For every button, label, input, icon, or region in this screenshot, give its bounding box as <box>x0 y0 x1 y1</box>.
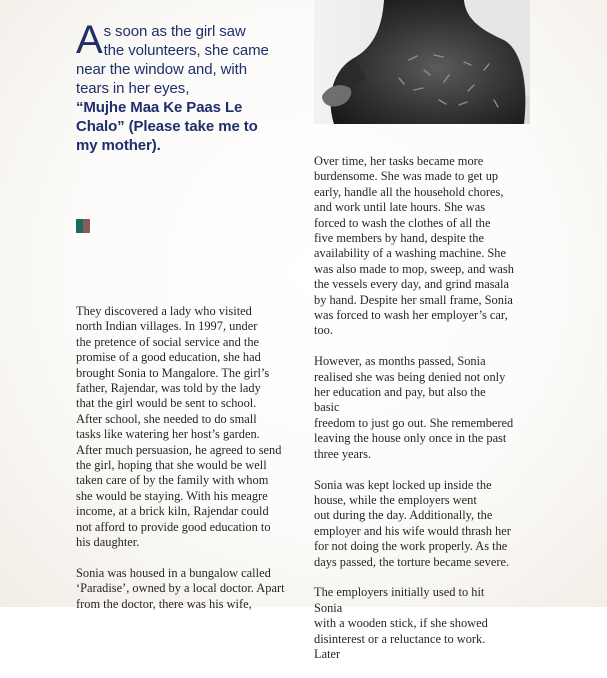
body-paragraph <box>314 154 514 339</box>
pull-quote-bold-line: Chalo” (Please take me to <box>76 118 258 135</box>
pull-quote-bold-line: “Mujhe Maa Ke Paas Le <box>76 99 243 116</box>
body-line: five members by hand, despite the <box>314 231 484 246</box>
pull-quote-line: near the window and, with <box>76 61 247 78</box>
left-body-column <box>76 304 306 628</box>
body-line: was also made to mop, sweep, and wash <box>314 261 514 276</box>
body-paragraph <box>76 304 306 551</box>
body-line: with a wooden stick, if she showed <box>314 616 488 631</box>
right-body-column <box>314 154 514 678</box>
pull-quote-line: tears in her eyes, <box>76 80 190 97</box>
body-line: the vessels every day, and grind masala <box>314 277 509 292</box>
body-line: ‘Paradise’, owned by a local doctor. Apart <box>76 581 285 596</box>
body-line: promise of a good education, she had <box>76 350 261 365</box>
body-line: from the doctor, there was his wife, <box>76 596 252 611</box>
pull-quote-bold-line: my mother). <box>76 137 161 154</box>
body-line: was forced to wash her employer’s car, <box>314 308 508 323</box>
marker-teal-block <box>76 219 83 233</box>
body-line: Sonia was housed in a bungalow called <box>76 565 271 580</box>
body-line: her education and pay, but also the basic <box>314 385 486 415</box>
body-line: early, handle all the household chores, <box>314 184 504 199</box>
body-line: availability of a washing machine. She <box>314 246 507 261</box>
body-line: After school, she needed to do small <box>76 411 257 426</box>
pull-quote-highlight <box>76 98 276 155</box>
pull-quote-line: the volunteers, she came <box>103 42 269 59</box>
scarred-back-photo <box>314 0 530 124</box>
body-line: north Indian villages. In 1997, under <box>76 319 258 334</box>
body-line: realised she was being denied not only <box>314 369 506 384</box>
body-line: After much persuasion, he agreed to send <box>76 442 282 457</box>
body-line: leaving the house only once in the past <box>314 431 507 446</box>
body-line: out during the day. Additionally, the <box>314 508 493 523</box>
body-line: forced to wash the clothes of all the <box>314 215 491 230</box>
body-paragraph <box>314 585 514 662</box>
pull-quote <box>76 18 276 155</box>
pull-quote-line: s soon as the girl saw <box>103 23 246 40</box>
body-paragraph <box>76 566 306 612</box>
body-line: They discovered a lady who visited <box>76 304 252 318</box>
body-line: days passed, the torture became severe. <box>314 554 510 569</box>
body-line: and work until late hours. She was <box>314 200 486 215</box>
body-line: burdensome. She was made to get up <box>314 169 499 184</box>
body-line: the pretence of social service and the <box>76 334 260 349</box>
body-line: tasks like watering her host’s garden. <box>76 427 260 442</box>
body-line: Sonia was kept locked up inside the <box>314 477 492 492</box>
body-paragraph <box>314 478 514 570</box>
body-line: she would be staying. With his meagre <box>76 488 268 503</box>
body-line: father, Rajendar, was told by the lady <box>76 381 261 396</box>
body-line: However, as months passed, Sonia <box>314 354 486 369</box>
body-line: brought Sonia to Mangalore. The girl’s <box>76 365 270 380</box>
body-line: The employers initially used to hit Sonia <box>314 585 485 615</box>
body-line: by hand. Despite her small frame, Sonia <box>314 292 513 307</box>
section-marker <box>76 219 90 233</box>
body-line: too. <box>314 323 333 338</box>
body-line: house, while the employers went <box>314 492 477 507</box>
body-line: freedom to just go out. She remembered <box>314 415 514 430</box>
body-line: that the girl would be sent to school. <box>76 396 257 411</box>
photo-illustration <box>314 0 530 124</box>
body-line: Over time, her tasks became more <box>314 154 484 168</box>
marker-mauve-block <box>83 219 90 233</box>
body-line: not afford to provide good education to <box>76 519 271 534</box>
body-line: the girl, hoping that she would be well <box>76 458 267 473</box>
body-line: for not doing the work properly. As the <box>314 539 508 554</box>
body-line: income, at a brick kiln, Rajendar could <box>76 504 269 519</box>
body-paragraph <box>314 354 514 462</box>
body-line: employer and his wife would thrash her <box>314 523 511 538</box>
body-line: his daughter. <box>76 535 140 550</box>
body-line: three years. <box>314 446 372 461</box>
body-line: taken care of by the family with whom <box>76 473 269 488</box>
body-line: disinterest or a reluctance to work. Later <box>314 631 486 661</box>
drop-cap: A <box>76 18 103 62</box>
pull-quote-lead <box>76 18 276 98</box>
